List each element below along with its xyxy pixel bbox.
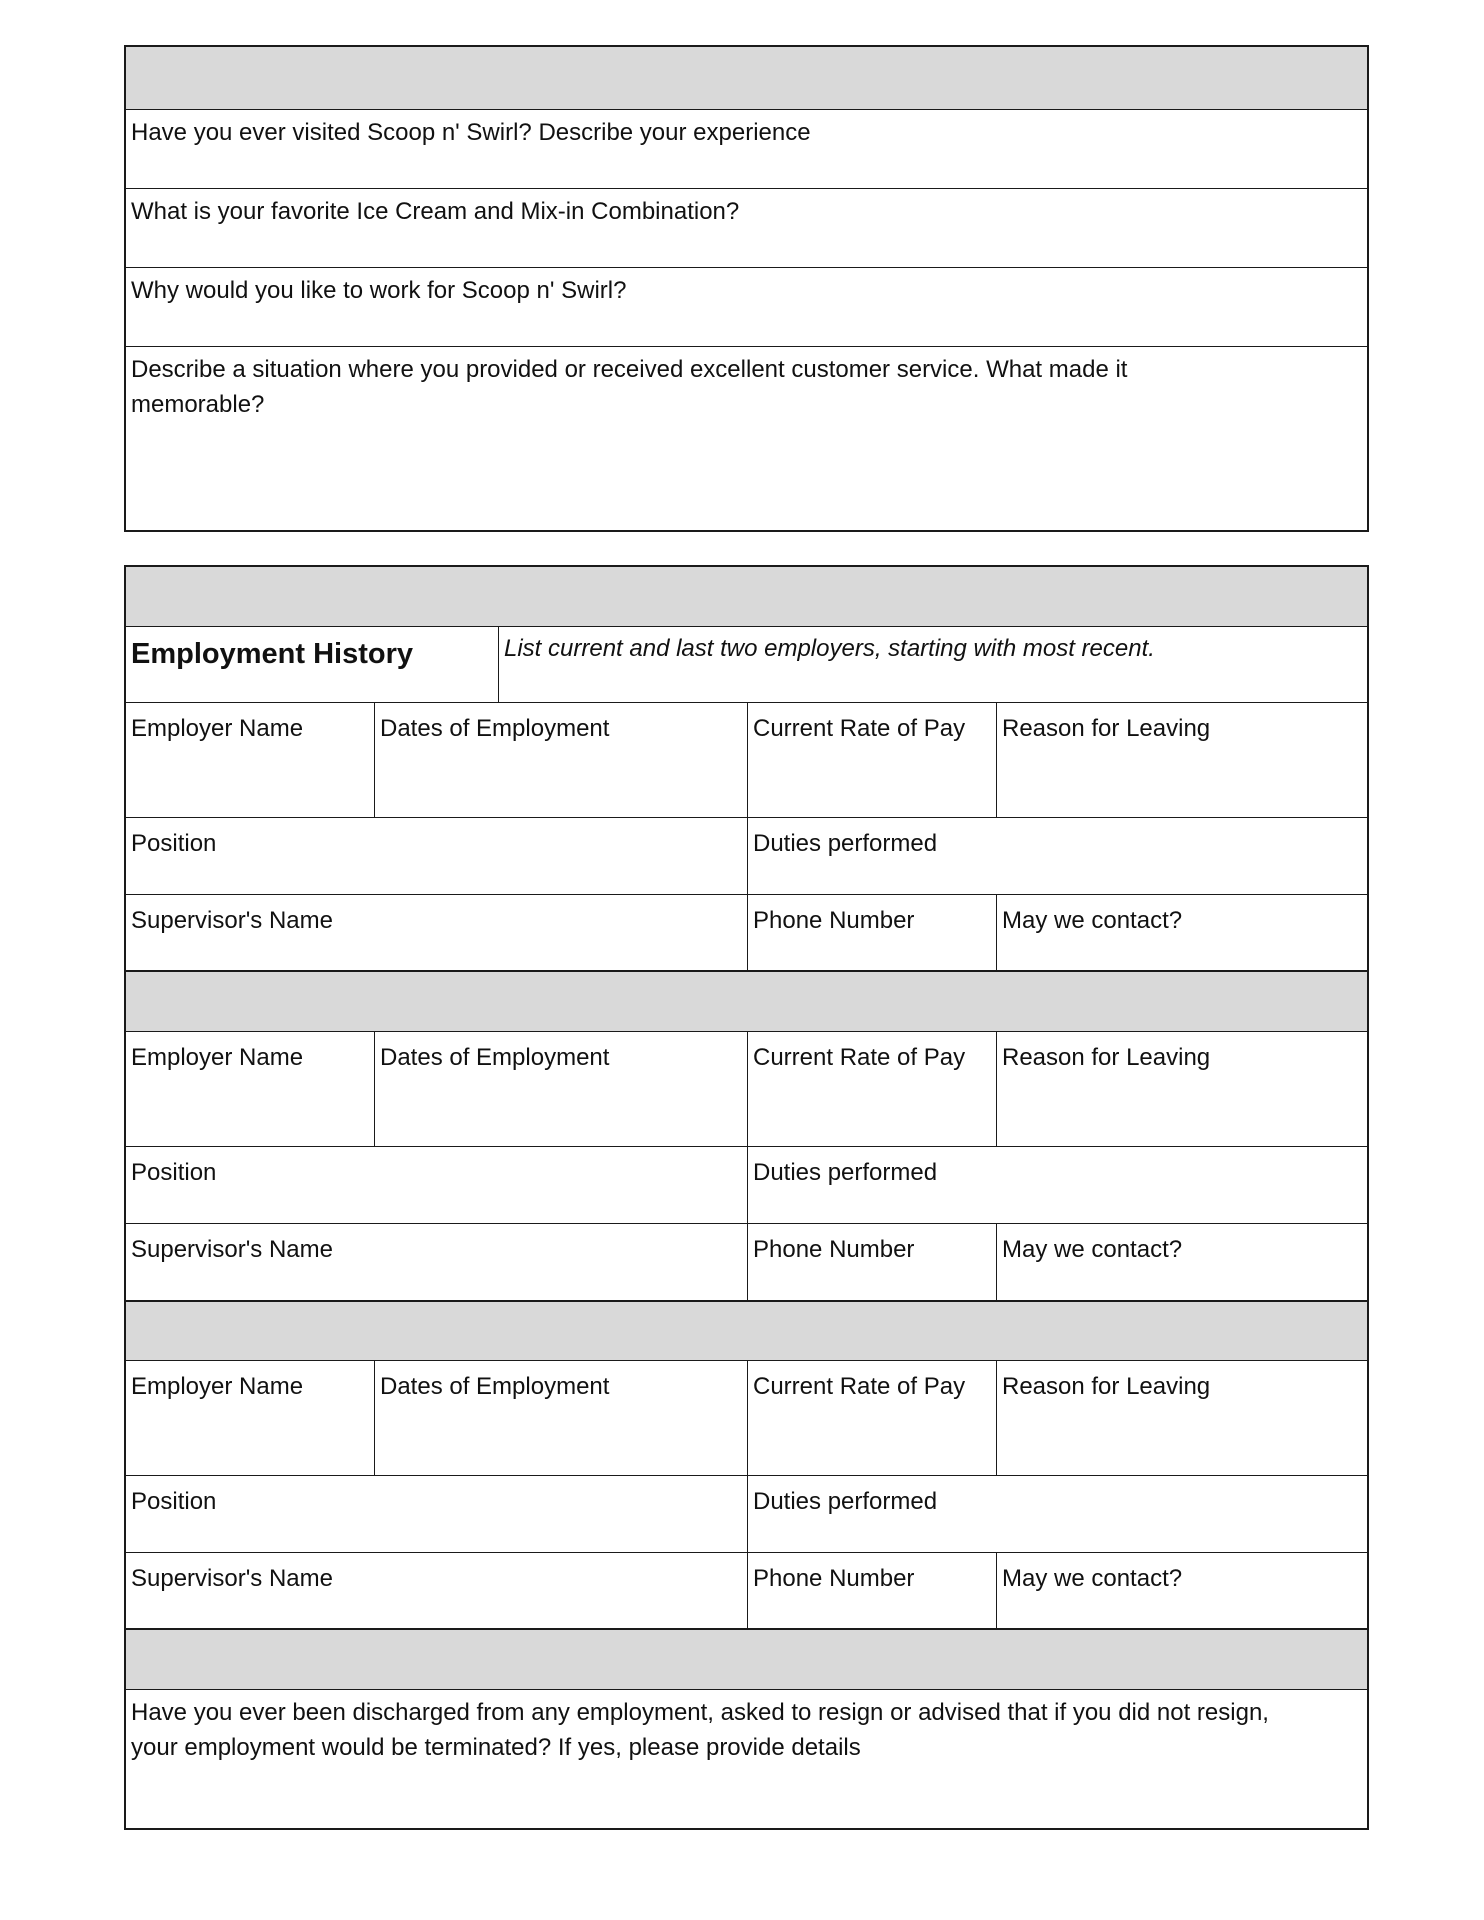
- employer-name-field[interactable]: Employer Name: [131, 1044, 304, 1071]
- question-label: Have you ever visited Scoop n' Swirl? Describe your experience: [131, 119, 811, 146]
- employer-separator-band: [126, 1628, 1367, 1689]
- position-row: [126, 1475, 1367, 1552]
- section-header-band: [126, 47, 1367, 109]
- employment-title-row: [126, 626, 1367, 702]
- position-row: [126, 1146, 1367, 1223]
- position-field[interactable]: Position: [131, 1159, 217, 1186]
- may-we-contact-field[interactable]: May we contact?: [996, 1224, 1367, 1300]
- reason-for-leaving-field[interactable]: Reason for Leaving: [996, 703, 1367, 817]
- reason-for-leaving-field[interactable]: Reason for Leaving: [996, 1032, 1367, 1146]
- question-row[interactable]: [126, 267, 1367, 346]
- duties-performed-field[interactable]: Duties performed: [747, 1147, 1367, 1223]
- employer-row: [126, 1031, 1367, 1146]
- duties-performed-field[interactable]: Duties performed: [747, 818, 1367, 894]
- employer-name-field[interactable]: Employer Name: [131, 1373, 304, 1400]
- duties-performed-field[interactable]: Duties performed: [747, 1476, 1367, 1552]
- reason-for-leaving-field[interactable]: Reason for Leaving: [996, 1361, 1367, 1475]
- employer-separator-band: [126, 970, 1367, 1031]
- question-label: Why would you like to work for Scoop n' Swirl?: [131, 277, 627, 304]
- phone-number-field[interactable]: Phone Number: [747, 1224, 996, 1300]
- dates-of-employment-field[interactable]: Dates of Employment: [374, 1032, 747, 1146]
- supervisor-name-field[interactable]: Supervisor's Name: [131, 1236, 333, 1263]
- supervisor-row: [126, 1552, 1367, 1628]
- question-label: What is your favorite Ice Cream and Mix-in Combination?: [131, 198, 740, 225]
- employment-history-title: Employment History: [131, 638, 413, 670]
- employment-instruction: List current and last two employers, starting with most recent.: [498, 627, 1367, 702]
- employer-row: [126, 702, 1367, 817]
- employer-row: [126, 1360, 1367, 1475]
- question-row[interactable]: [126, 188, 1367, 267]
- current-rate-of-pay-field[interactable]: Current Rate of Pay: [747, 1032, 996, 1146]
- supervisor-name-field[interactable]: Supervisor's Name: [131, 907, 333, 934]
- dates-of-employment-field[interactable]: Dates of Employment: [374, 703, 747, 817]
- employer-separator-band: [126, 1300, 1367, 1360]
- employment-history-section: [124, 565, 1369, 1830]
- current-rate-of-pay-field[interactable]: Current Rate of Pay: [747, 703, 996, 817]
- phone-number-field[interactable]: Phone Number: [747, 895, 996, 970]
- questions-section: [124, 45, 1369, 532]
- employer-name-field[interactable]: Employer Name: [131, 715, 304, 742]
- section-header-band: [126, 567, 1367, 626]
- supervisor-row: [126, 1223, 1367, 1300]
- position-row: [126, 817, 1367, 894]
- question-row[interactable]: [126, 109, 1367, 188]
- may-we-contact-field[interactable]: May we contact?: [996, 895, 1367, 970]
- position-field[interactable]: Position: [131, 1488, 217, 1515]
- supervisor-name-field[interactable]: Supervisor's Name: [131, 1565, 333, 1592]
- supervisor-row: [126, 894, 1367, 970]
- phone-number-field[interactable]: Phone Number: [747, 1553, 996, 1628]
- dates-of-employment-field[interactable]: Dates of Employment: [374, 1361, 747, 1475]
- position-field[interactable]: Position: [131, 830, 217, 857]
- question-label: Describe a situation where you provided or received excellent customer service. What made it memorable?: [131, 356, 1128, 418]
- discharge-question-row[interactable]: [126, 1689, 1367, 1828]
- question-row[interactable]: [126, 346, 1367, 530]
- discharge-question-label: Have you ever been discharged from any employment, asked to resign or advised that if you did not resign, your employment would be terminated? If yes, please provide details: [131, 1699, 1269, 1761]
- may-we-contact-field[interactable]: May we contact?: [996, 1553, 1367, 1628]
- current-rate-of-pay-field[interactable]: Current Rate of Pay: [747, 1361, 996, 1475]
